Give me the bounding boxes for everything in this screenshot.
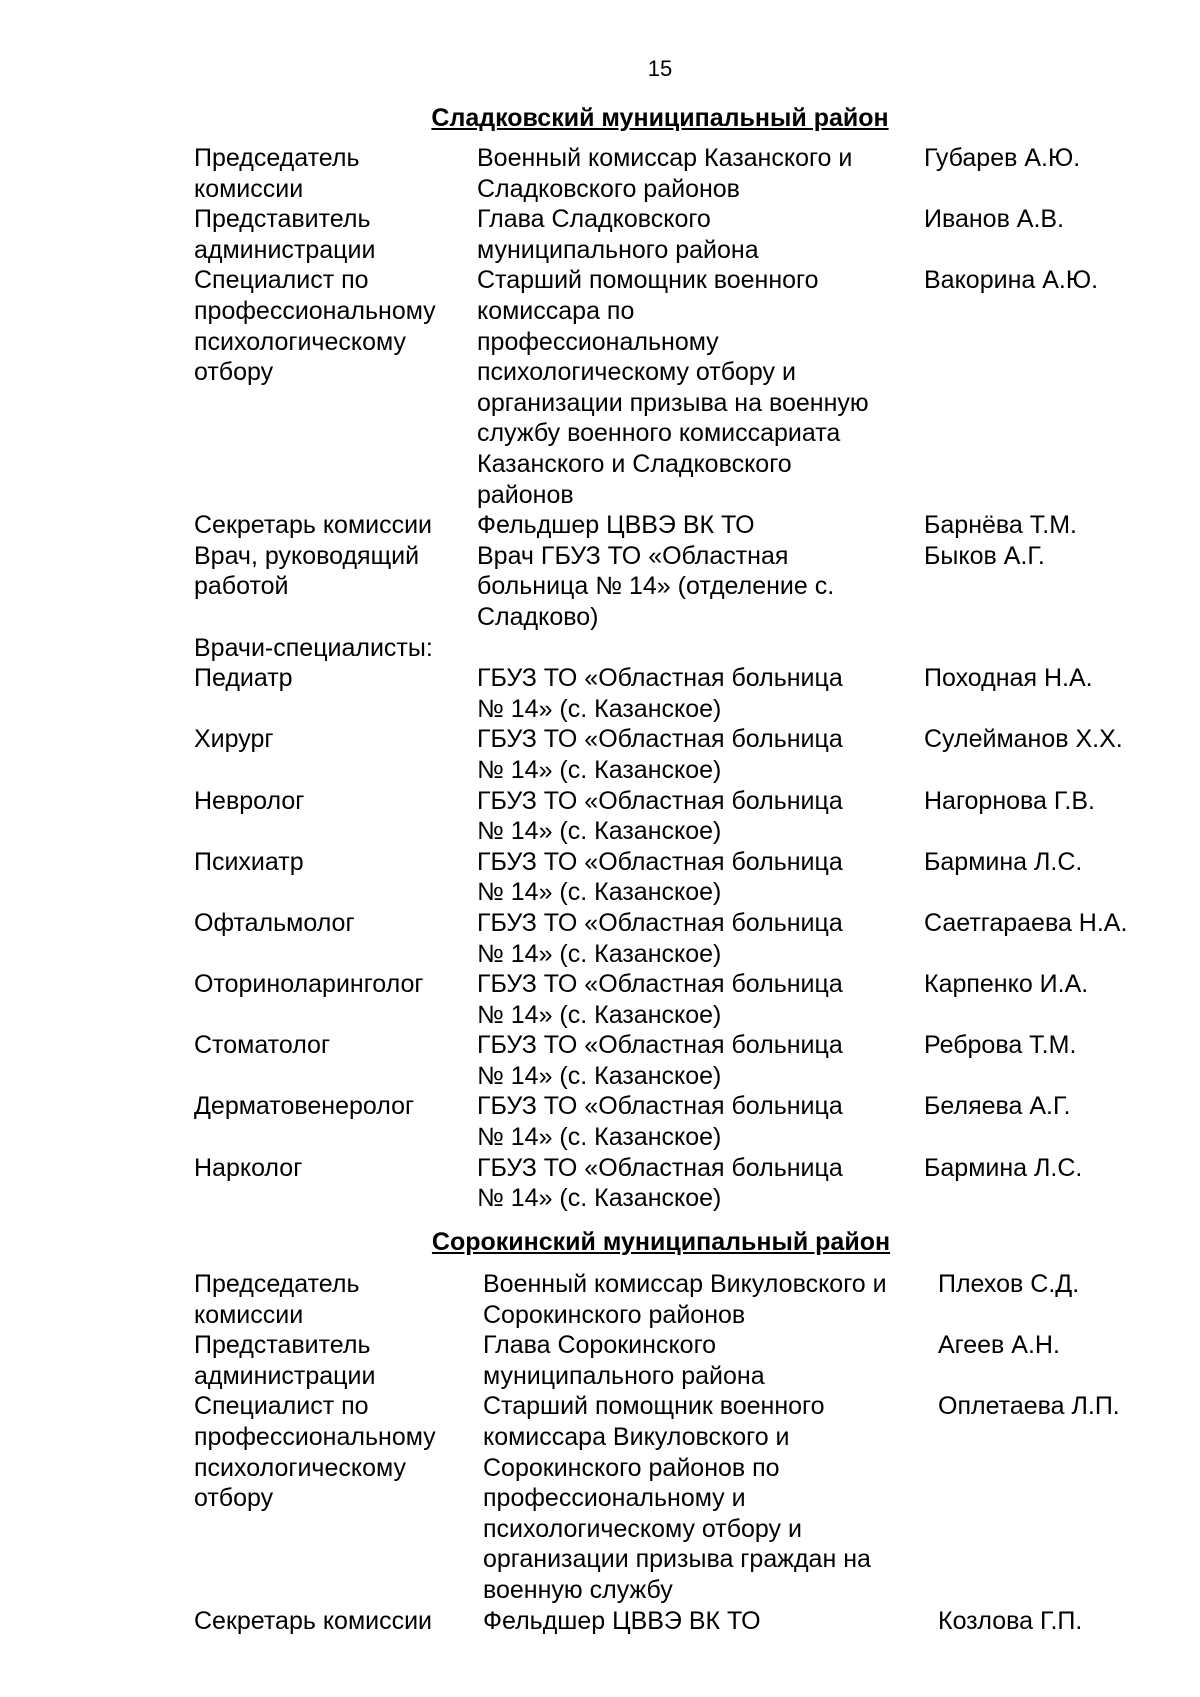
role-cell: Представитель администрации <box>194 205 376 264</box>
name-cell: Губарев А.Ю. <box>924 144 1081 172</box>
role-cell: Председатель комиссии <box>194 144 360 203</box>
name-cell: Беляева А.Г. <box>924 1092 1071 1121</box>
name-cell: Вакорина А.Ю. <box>924 266 1099 295</box>
position-cell: ГБУЗ ТО «Областная больница № 14» (с. Казанское) <box>477 664 843 723</box>
name-cell: Походная Н.А. <box>924 664 1093 693</box>
position-cell: Фельдшер ЦВВЭ ВК ТО <box>483 1606 761 1635</box>
name-cell: Козлова Г.П. <box>938 1606 1083 1635</box>
position-cell: Глава Сладковского муниципального района <box>477 205 759 264</box>
name-cell: Быков А.Г. <box>924 541 1045 570</box>
position-cell: Военный комиссар Викуловского и Сорокинского районов <box>483 1270 887 1329</box>
position-cell: ГБУЗ ТО «Областная больница № 14» (с. Казанское) <box>477 1031 843 1090</box>
role-cell: Оториноларинголог <box>194 970 424 999</box>
name-cell: Бармина Л.С. <box>924 847 1083 876</box>
position-cell: Фельдшер ЦВВЭ ВК ТО <box>477 511 755 540</box>
district-title: Сладковский муниципальный район <box>431 104 889 132</box>
name-cell: Барнёва Т.М. <box>924 511 1077 540</box>
role-cell: Врачи-специалисты: <box>194 633 433 662</box>
position-cell: Старший помощник военного комиссара Викуловского и Сорокинского районов по профессиональному и психологическому отбору и организации призыва граждан на военную службу <box>483 1392 871 1604</box>
role-cell: Дерматовенеролог <box>194 1092 415 1121</box>
role-cell: Нарколог <box>194 1153 303 1182</box>
name-cell: Реброва Т.М. <box>924 1031 1077 1060</box>
position-cell: Военный комиссар Казанского и Сладковского районов <box>477 144 853 203</box>
role-cell: Председатель комиссии <box>194 1270 360 1329</box>
name-cell: Сулейманов Х.Х. <box>924 725 1123 754</box>
role-cell: Секретарь комиссии <box>194 511 433 540</box>
position-cell: ГБУЗ ТО «Областная больница № 14» (с. Казанское) <box>477 1153 843 1213</box>
name-cell: Агеев А.Н. <box>938 1331 1060 1360</box>
position-cell: ГБУЗ ТО «Областная больница № 14» (с. Казанское) <box>477 786 843 846</box>
role-cell: Невролог <box>194 786 305 815</box>
position-cell: Глава Сорокинского муниципального района <box>483 1331 765 1390</box>
name-cell: Бармина Л.С. <box>924 1153 1083 1182</box>
role-cell: Офтальмолог <box>194 908 355 937</box>
role-cell: Врач, руководящий работой <box>194 541 420 601</box>
role-cell: Специалист по профессиональному психологическому отбору <box>194 1392 436 1513</box>
name-cell: Иванов А.В. <box>924 205 1065 234</box>
name-cell: Карпенко И.А. <box>924 970 1089 999</box>
district-title: Сорокинский муниципальный район <box>431 1228 891 1256</box>
position-cell: ГБУЗ ТО «Областная больница № 14» (с. Казанское) <box>477 908 843 968</box>
role-cell: Представитель администрации <box>194 1331 376 1390</box>
position-cell: ГБУЗ ТО «Областная больница № 14» (с. Казанское) <box>477 847 843 907</box>
position-cell: ГБУЗ ТО «Областная больница № 14» (с. Казанское) <box>477 970 843 1029</box>
role-cell: Педиатр <box>194 664 293 693</box>
role-cell: Стоматолог <box>194 1031 331 1060</box>
role-cell: Специалист по профессиональному психологическому отбору <box>194 266 436 387</box>
page-number: 15 <box>647 56 673 81</box>
role-cell: Секретарь комиссии <box>194 1606 433 1635</box>
position-cell: Старший помощник военного комиссара по профессиональному психологическому отбору и организации призыва на военную службу военного комиссариата Казанского и Сладковского районов <box>477 266 869 509</box>
role-cell: Хирург <box>194 725 274 754</box>
position-cell: ГБУЗ ТО «Областная больница № 14» (с. Казанское) <box>477 725 843 784</box>
name-cell: Оплетаева Л.П. <box>938 1392 1120 1421</box>
name-cell: Плехов С.Д. <box>938 1270 1080 1298</box>
name-cell: Нагорнова Г.В. <box>924 786 1095 815</box>
position-cell: Врач ГБУЗ ТО «Областная больница № 14» (отделение с. Сладково) <box>477 541 835 631</box>
name-cell: Саетгараева Н.А. <box>924 908 1128 937</box>
position-cell: ГБУЗ ТО «Областная больница № 14» (с. Казанское) <box>477 1092 843 1152</box>
role-cell: Психиатр <box>194 847 304 876</box>
